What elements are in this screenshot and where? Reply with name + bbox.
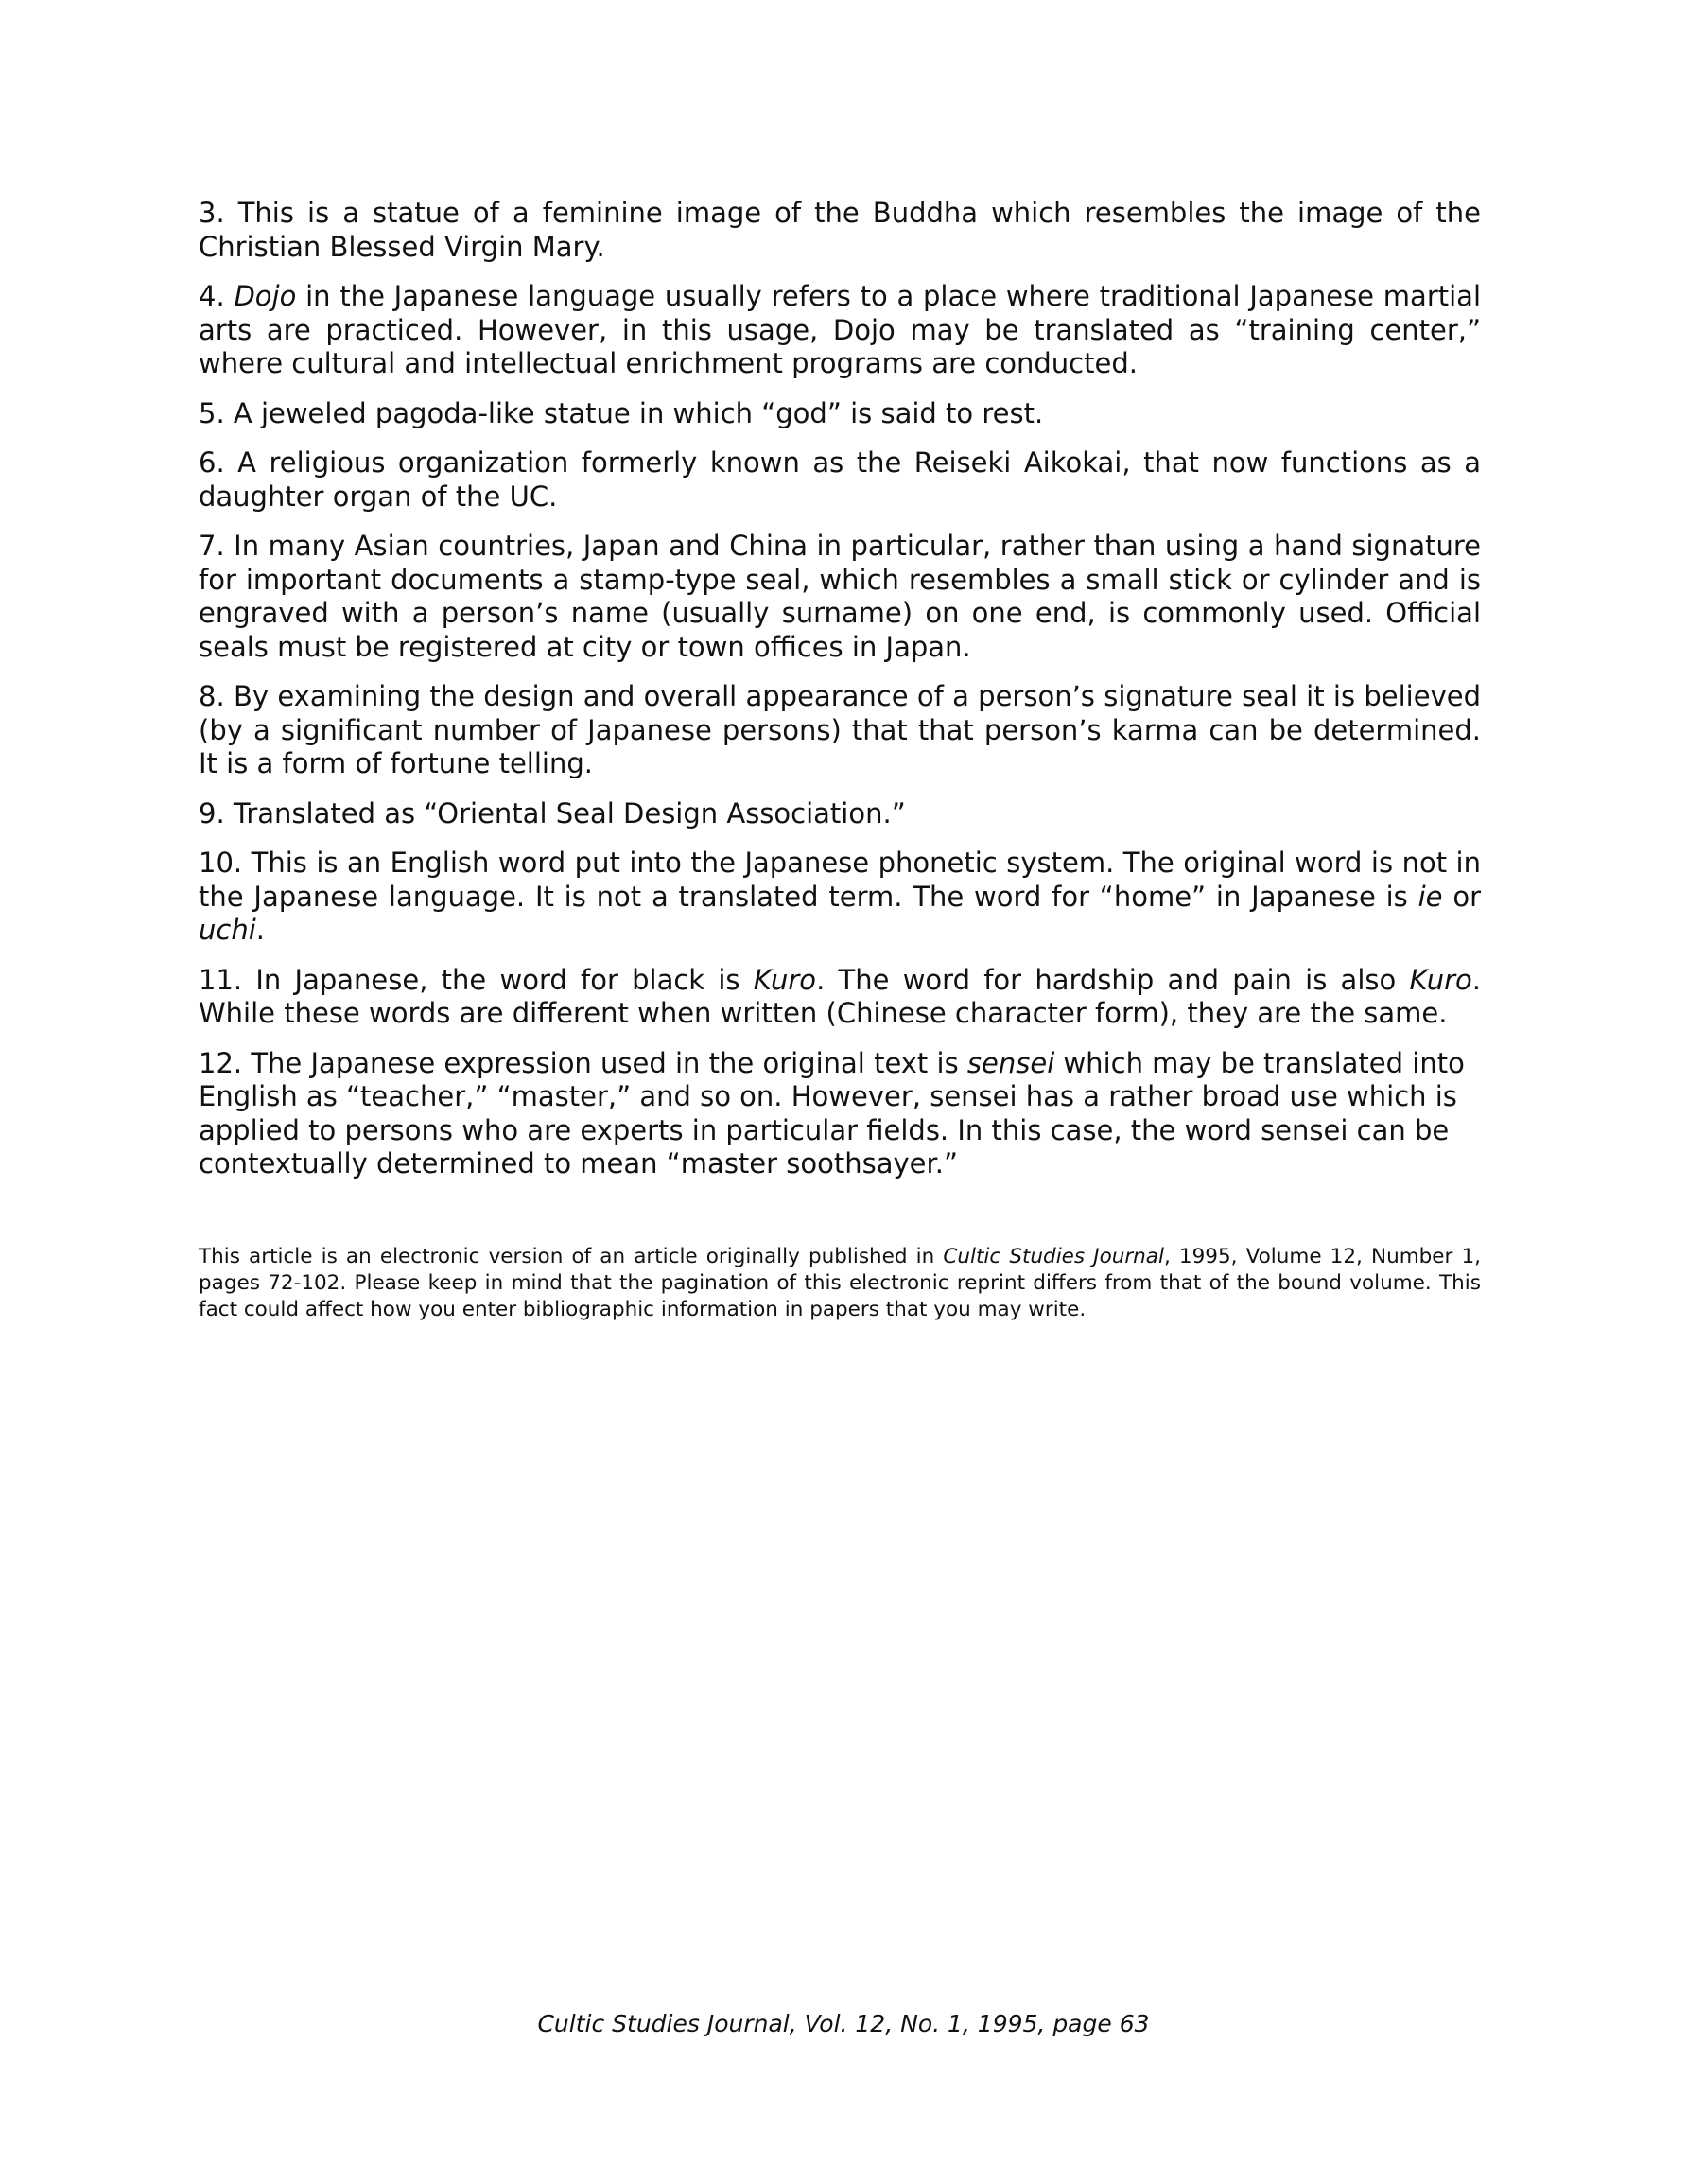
endnote-text: 8. By examining the design and overall appearance of a person’s signature seal it is believed (by a significant number of Japanese persons) that that person’s karma can be determined. It is a form of fortune telling. (199, 680, 1481, 779)
endnote-text: 11. In Japanese, the word for black is (199, 963, 754, 996)
endnote-text: . The word for hardship and pain is also (816, 963, 1410, 996)
endnote (199, 847, 1481, 948)
endnote-text: or (1442, 880, 1481, 913)
endnote-text: which may be translated into English as “teacher,” “master,” and so on. However, sensei has a rather broad use which is applied to persons who are experts in particular fields. In this case, the word sensei can be contextually determined to mean “master soothsayer.” (199, 1046, 1465, 1179)
electronic-version-notice (199, 1244, 1481, 1323)
endnote-text: 5. A jeweled pagoda-like statue in which “god” is said to rest. (199, 396, 1044, 429)
endnote-italic-term: Dojo (234, 280, 297, 312)
endnote (199, 197, 1481, 264)
endnote-text: . (255, 914, 265, 946)
endnote (199, 397, 1481, 431)
endnote-italic-term: uchi (199, 914, 256, 946)
endnote (199, 680, 1481, 781)
endnote (199, 446, 1481, 514)
endnote-text: 9. Translated as “Oriental Seal Design Association.” (199, 796, 906, 830)
endnote (199, 964, 1481, 1031)
endnote-text: 3. This is a statue of a feminine image of the Buddha which resembles the image of the Christian Blessed Virgin Mary. (199, 197, 1481, 263)
endnote-text: in the Japanese language usually refers to a place where traditional Japanese martial arts are practiced. However, in this usage, Dojo may be translated as “training center,” where cultural and intellectual enrichment programs are conducted. (199, 280, 1481, 379)
endnote-text: 10. This is an English word put into the Japanese phonetic system. The original word is not in the Japanese language. It is not a translated term. The word for “home” in Japanese is (199, 847, 1481, 913)
endnote-text: . While these words are different when written (Chinese character form), they are the same. (199, 963, 1481, 1029)
endnote-text: 12. The Japanese expression used in the original text is (199, 1046, 967, 1079)
endnote-text: 7. In many Asian countries, Japan and China in particular, rather than using a hand signature for important documents a stamp-type seal, which resembles a small stick or cylinder and is engraved with a person’s name (usually surname) on one end, is commonly used. Official seals must be registered at city or town offices in Japan. (199, 530, 1481, 663)
notice-journal-title: Cultic Studies Journal (943, 1245, 1164, 1268)
notice-text-after: , 1995, Volume 12, Number 1, pages 72-102. Please keep in mind that the pagination of this electronic reprint differs from that of the bound volume. This fact could affect how you enter bibliographic information in papers that you may write. (199, 1245, 1481, 1321)
endnote-italic-term: Kuro (1409, 963, 1472, 996)
endnote-text: 4. (199, 280, 235, 312)
endnote-italic-term: sensei (966, 1046, 1055, 1079)
endnote-italic-term: Kuro (753, 963, 817, 996)
endnotes-list (199, 197, 1481, 1197)
endnote-text: 6. A religious organization formerly known as the Reiseki Aikokai, that now functions as a daughter organ of the UC. (199, 446, 1481, 513)
endnote (199, 530, 1481, 664)
endnote (199, 280, 1481, 381)
endnote-italic-term: ie (1417, 880, 1443, 913)
endnote (199, 1047, 1481, 1181)
endnote (199, 797, 1481, 831)
page-footer: Cultic Studies Journal, Vol. 12, No. 1, 1995, page 63 (537, 2010, 1150, 2037)
notice-text-before: This article is an electronic version of an article originally published in (199, 1245, 944, 1268)
